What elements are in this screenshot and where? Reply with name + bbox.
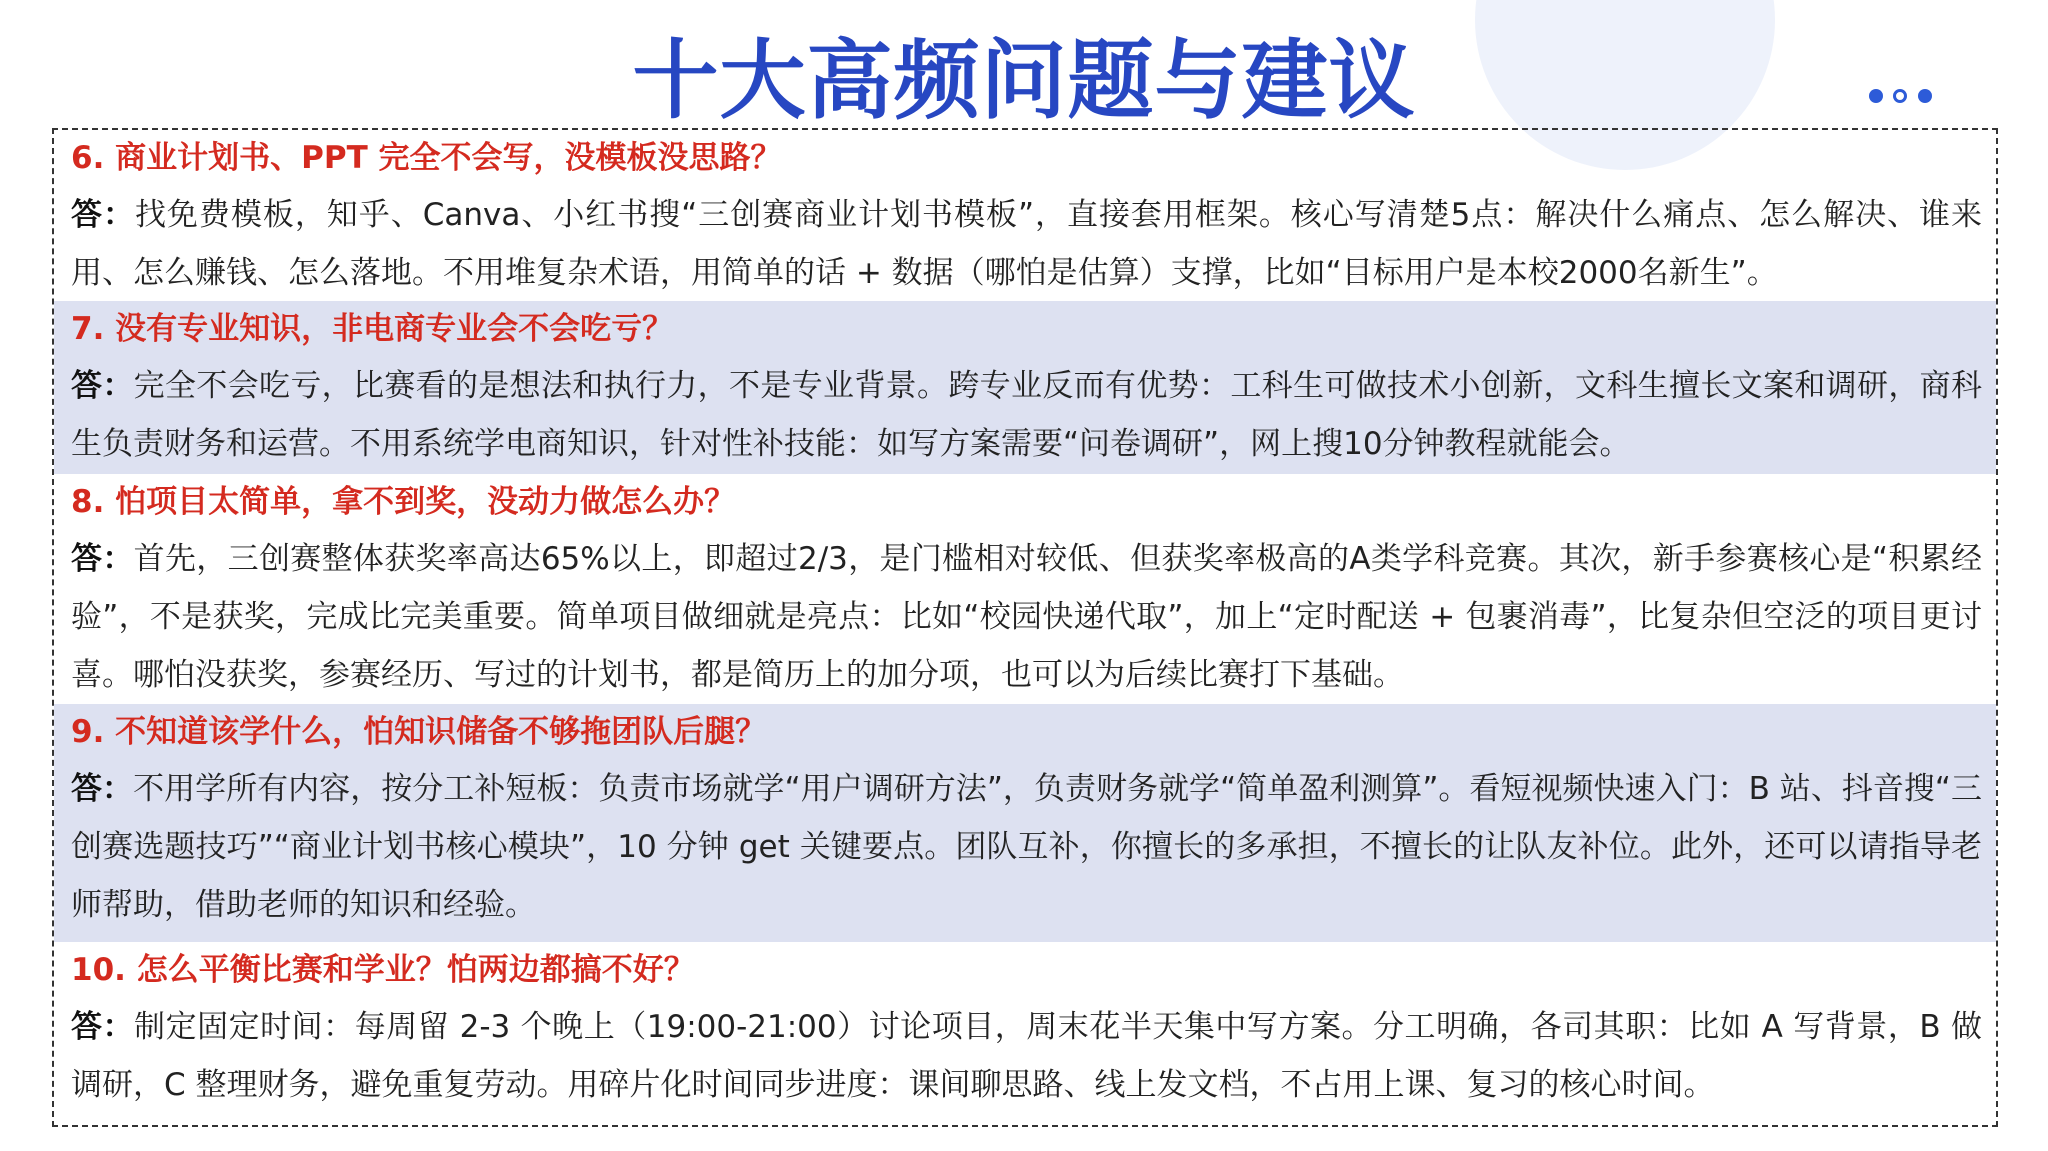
answer-7 (54, 358, 1996, 474)
answer-text: 找免费模板，知乎、Canva、小红书搜“三创赛商业计划书模板”，直接套用框架。核心写清楚5点：解决什么痛点、怎么解决、谁来用、怎么赚钱、怎么落地。不用堆复杂术语，用简单的话 + 数据（哪怕是估算）支撑，比如“目标用户是本校2000名新生”。 (71, 197, 1982, 291)
answer-6 (54, 187, 1996, 303)
qa-item-10 (54, 942, 1996, 1125)
question-7: 7. 没有专业知识，非电商专业会不会吃亏？ (71, 311, 674, 347)
answer-label: 答： (71, 771, 134, 807)
dot-ring-icon (1893, 89, 1907, 103)
answer-10 (54, 999, 1996, 1115)
qa-item-8 (54, 474, 1996, 704)
answer-text: 完全不会吃亏，比赛看的是想法和执行力，不是专业背景。跨专业反而有优势：工科生可做技术小创新，文科生擅长文案和调研，商科生负责财务和运营。不用系统学电商知识，针对性补技能：如写方案需要“问卷调研”，网上搜10分钟教程就能会。 (71, 368, 1982, 462)
answer-text: 不用学所有内容，按分工补短板：负责市场就学“用户调研方法”，负责财务就学“简单盈利测算”。看短视频快速入门：B 站、抖音搜“三创赛选题技巧”“商业计划书核心模块”，10 分钟 get 关键要点。团队互补，你擅长的多承担，不擅长的让队友补位。此外，还可以请指导老师帮助，借助老师的知识和经验。 (71, 771, 1983, 923)
question-8: 8. 怕项目太简单，拿不到奖，没动力做怎么办？ (71, 484, 736, 520)
question-9: 9. 不知道该学什么，怕知识储备不够拖团队后腿？ (71, 714, 767, 750)
qa-item-9 (54, 704, 1996, 942)
answer-8 (54, 531, 1996, 704)
answer-text: 制定固定时间：每周留 2-3 个晚上（19:00-21:00）讨论项目，周末花半天集中写方案。分工明确，各司其职：比如 A 写背景，B 做调研，C 整理财务，避免重复劳动。用碎片化时间同步进度：课间聊思路、线上发文档，不占用上课、复习的核心时间。 (71, 1009, 1982, 1103)
answer-label: 答： (71, 368, 134, 404)
answer-text: 首先，三创赛整体获奖率高达65%以上，即超过2/3，是门槛相对较低、但获奖率极高的A类学科竞赛。其次，新手参赛核心是“积累经验”，不是获奖，完成比完美重要。简单项目做细就是亮点：比如“校园快递代取”，加上“定时配送 + 包裹消毒”，比复杂但空泛的项目更讨喜。哪怕没获奖，参赛经历、写过的计划书，都是简历上的加分项，也可以为后续比赛打下基础。 (71, 541, 1983, 693)
answer-label: 答： (71, 541, 134, 577)
dot-filled-icon (1869, 89, 1883, 103)
question-6: 6. 商业计划书、PPT 完全不会写，没模板没思路？ (71, 140, 782, 176)
qa-dashed-frame (52, 128, 1998, 1127)
qa-item-7 (54, 301, 1996, 474)
dot-filled-icon (1918, 89, 1932, 103)
answer-label: 答： (71, 1009, 135, 1045)
answer-9 (54, 761, 1996, 934)
answer-label: 答： (71, 197, 135, 233)
question-10: 10. 怎么平衡比赛和学业？怕两边都搞不好？ (71, 952, 695, 988)
qa-item-6 (54, 130, 1996, 301)
page-title: 十大高频问题与建议 (632, 31, 1416, 131)
